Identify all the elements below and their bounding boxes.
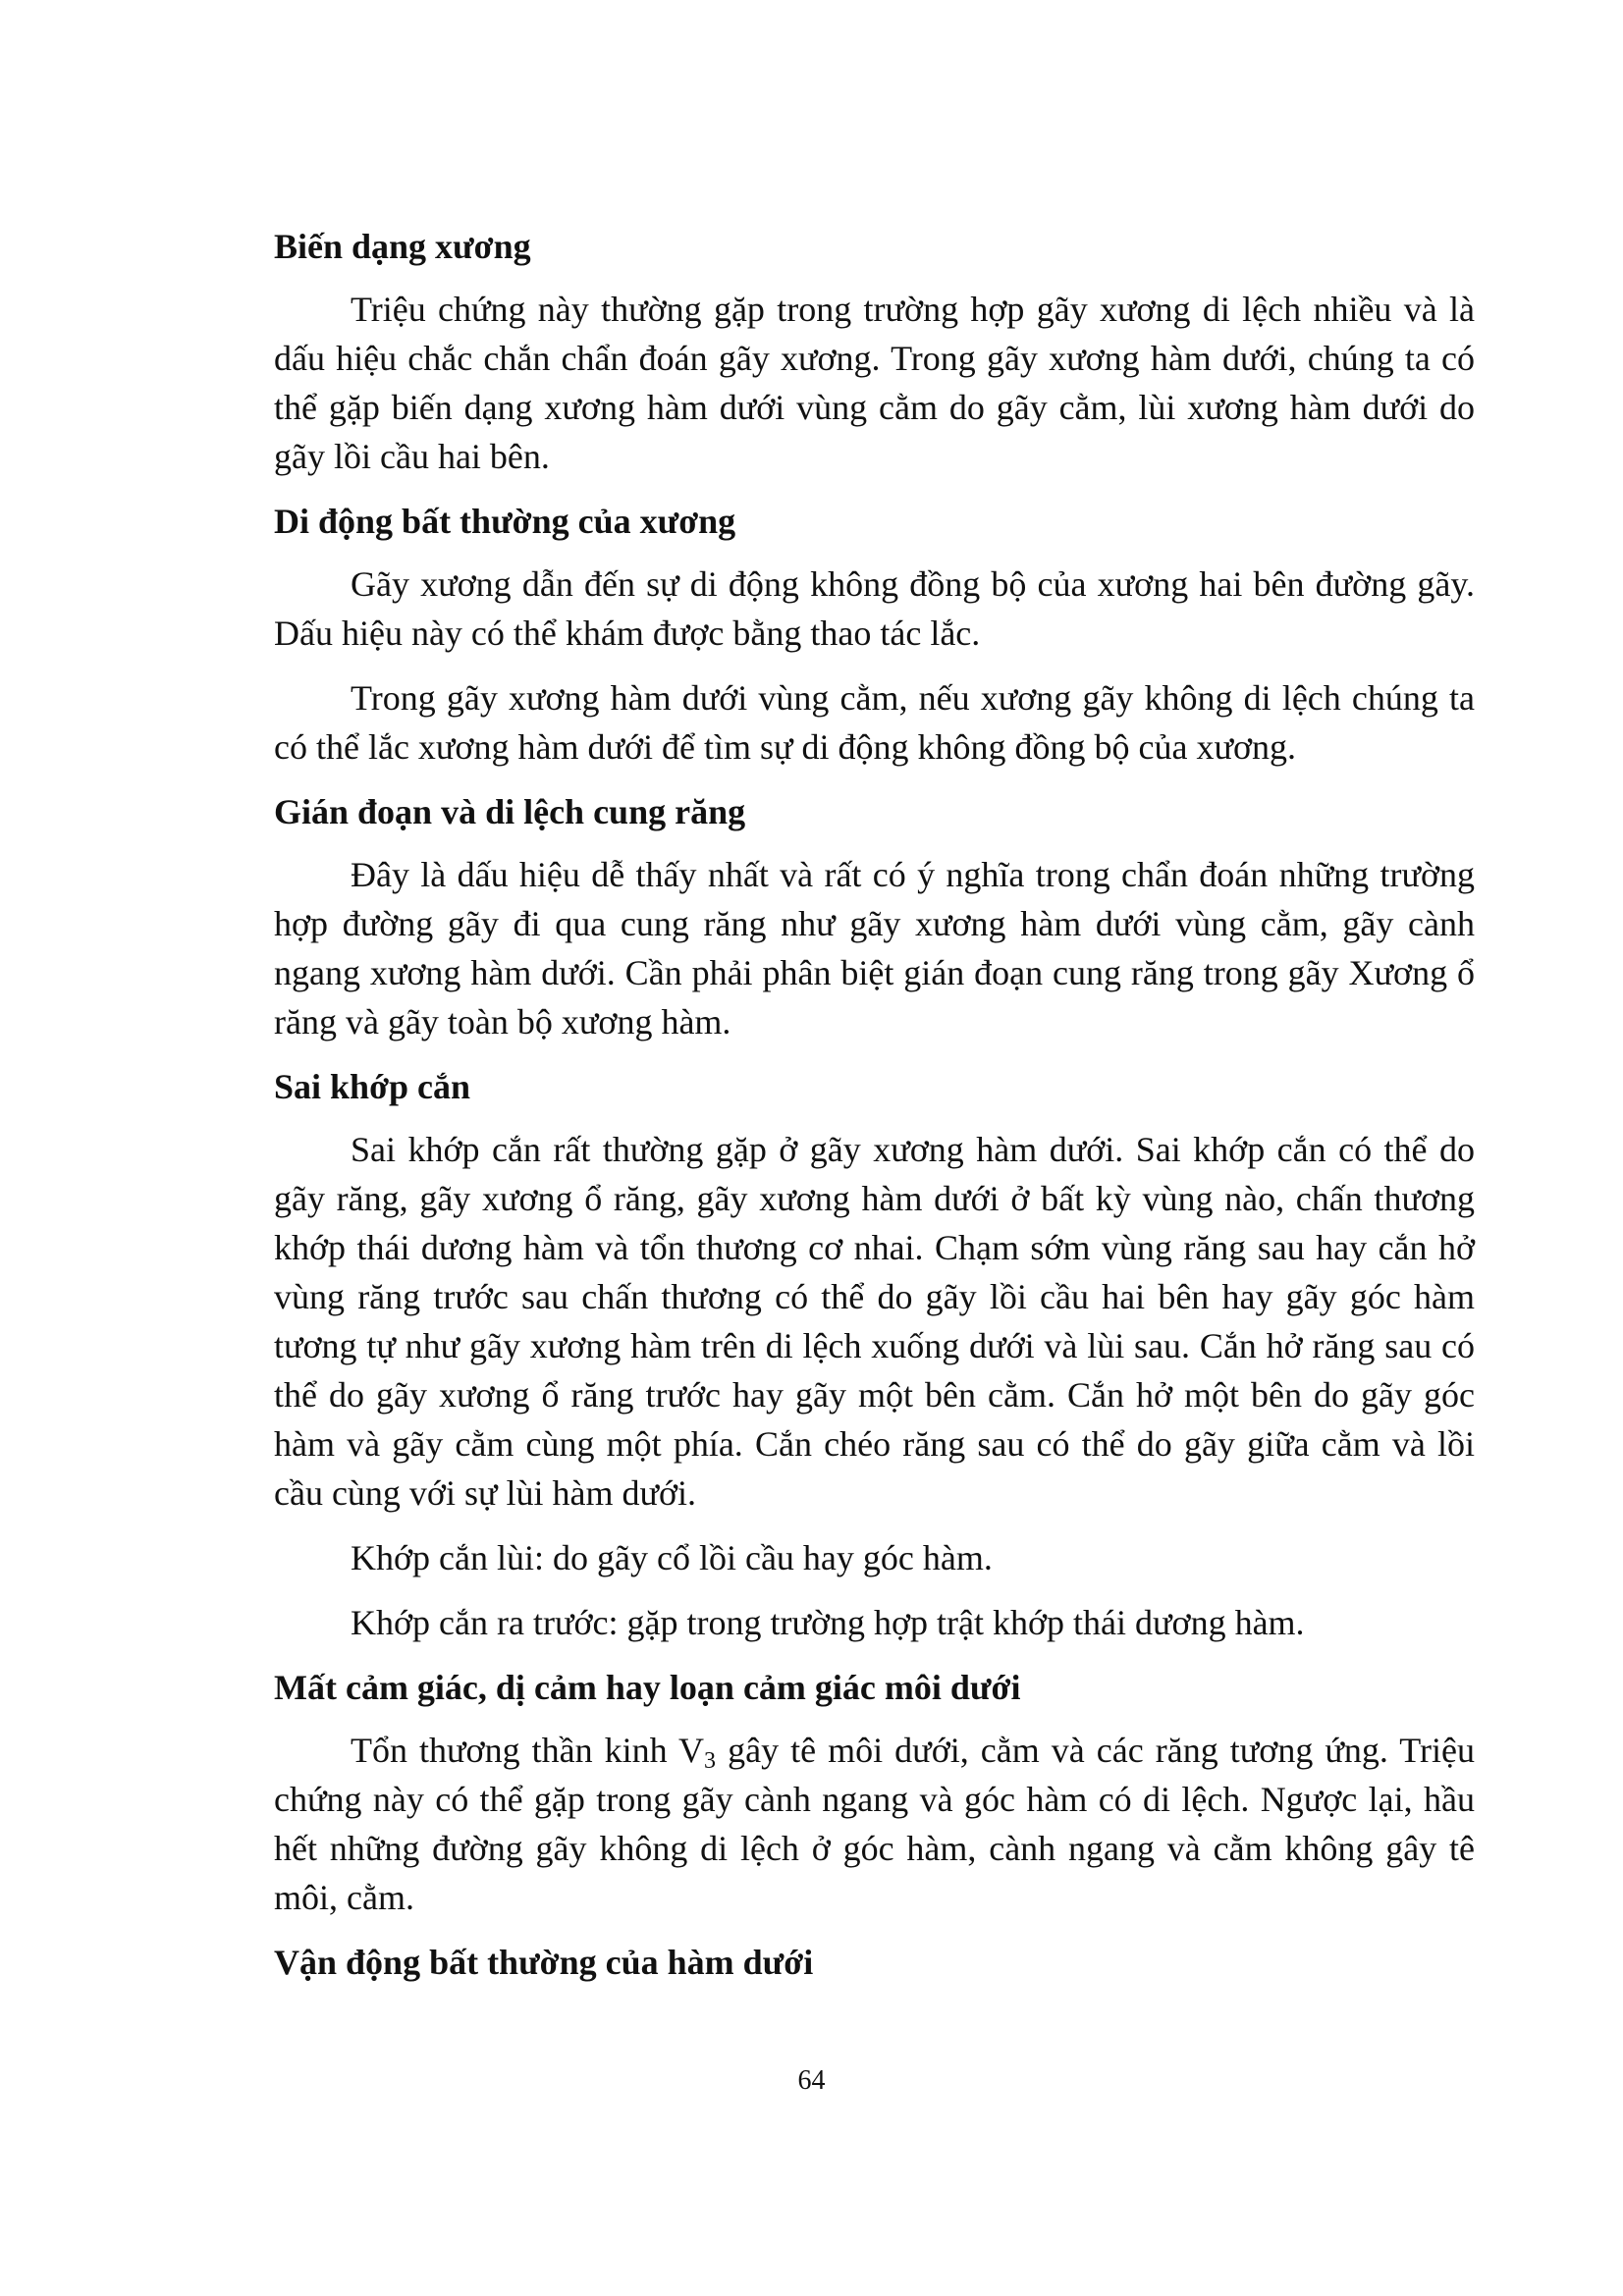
heading-malocclusion: Sai khớp cắn [274, 1067, 471, 1106]
page-number: 64 [797, 2065, 826, 2096]
text-run: Tổn thương thần kinh V [351, 1731, 705, 1770]
paragraph: Đây là dấu hiệu dễ thấy nhất và rất có ý nghĩa trong chẩn đoán những trường hợp đường gãy đi qua cung răng như gãy xương hàm dưới vùng cằm, gãy cành ngang xương hàm dưới. Cần phải phân biệt gián đoạn cung răng trong gãy Xương ổ răng và gãy toàn bộ xương hàm. [274, 855, 1475, 1041]
heading-abnormal-mandible-movement: Vận động bất thường của hàm dưới [274, 1943, 814, 1982]
page-content [274, 222, 1475, 2001]
paragraph [274, 1726, 1475, 1922]
heading-dental-arch-discontinuity: Gián đoạn và di lệch cung răng [274, 792, 746, 831]
subscript: 3 [704, 1748, 717, 1774]
heading-lower-lip-sensation-loss: Mất cảm giác, dị cảm hay loạn cảm giác môi dưới [274, 1668, 1021, 1707]
paragraph: Trong gãy xương hàm dưới vùng cằm, nếu xương gãy không di lệch chúng ta có thể lắc xương hàm dưới để tìm sự di động không đồng bộ của xương. [274, 678, 1475, 767]
text-run: gây tê môi dưới, cằm và các răng tương ứng. Triệu chứng này có thể gặp trong gãy cành ngang và góc hàm có di lệch. Ngược lại, hầu hết những đường gãy không di lệch ở góc hàm, cành ngang và cằm không gây tê môi, cằm. [274, 1731, 1475, 1917]
heading-abnormal-bone-mobility: Di động bất thường của xương [274, 502, 736, 541]
heading-bone-deformity: Biến dạng xương [274, 227, 531, 266]
paragraph: Khớp cắn lùi: do gãy cổ lồi cầu hay góc hàm. [351, 1538, 993, 1577]
paragraph: Sai khớp cắn rất thường gặp ở gãy xương hàm dưới. Sai khớp cắn có thể do gãy răng, gãy xương ổ răng, gãy xương hàm dưới ở bất kỳ vùng nào, chấn thương khớp thái dương hàm và tổn thương cơ nhai. Chạm sớm vùng răng sau hay cắn hở vùng răng trước sau chấn thương có thể do gãy lồi cầu hai bên hay gãy góc hàm tương tự như gãy xương hàm trên di lệch xuống dưới và lùi sau. Cắn hở răng sau có thể do gãy xương ổ răng trước hay gãy một bên cằm. Cắn hở một bên do gãy góc hàm và gãy cằm cùng một phía. Cắn chéo răng sau có thể do gãy giữa cằm và lồi cầu cùng với sự lùi hàm dưới. [274, 1130, 1475, 1513]
paragraph: Triệu chứng này thường gặp trong trường hợp gãy xương di lệch nhiều và là dấu hiệu chắc chắn chẩn đoán gãy xương. Trong gãy xương hàm dưới, chúng ta có thể gặp biến dạng xương hàm dưới vùng cằm do gãy cằm, lùi xương hàm dưới do gãy lồi cầu hai bên. [274, 290, 1475, 476]
paragraph: Gãy xương dẫn đến sự di động không đồng bộ của xương hai bên đường gãy. Dấu hiệu này có thể khám được bằng thao tác lắc. [274, 564, 1475, 653]
paragraph: Khớp cắn ra trước: gặp trong trường hợp trật khớp thái dương hàm. [351, 1603, 1305, 1642]
